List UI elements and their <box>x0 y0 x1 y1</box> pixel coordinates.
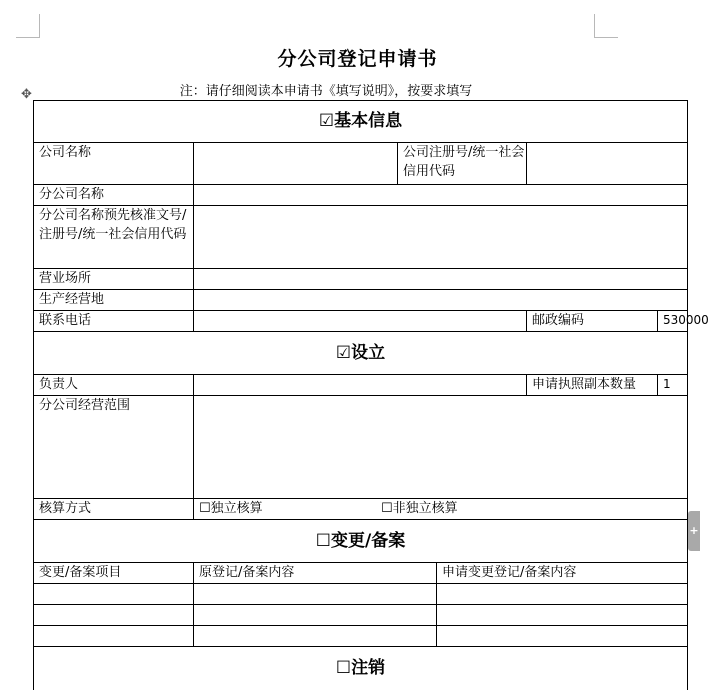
table-row <box>34 584 688 605</box>
responsible-field[interactable] <box>194 375 527 396</box>
change-new-cell[interactable] <box>437 605 688 626</box>
copies-field[interactable]: 1 <box>658 375 688 396</box>
branch-name-field[interactable] <box>194 185 688 206</box>
scope-field[interactable] <box>194 396 688 499</box>
copies-label: 申请执照副本数量 <box>527 375 658 396</box>
business-place-field[interactable] <box>194 269 688 290</box>
change-original-cell[interactable] <box>194 584 437 605</box>
table-row <box>34 605 688 626</box>
section-establish: ☑设立 <box>34 332 688 375</box>
crop-mark-right-h <box>594 37 618 38</box>
crop-mark-right-v <box>594 14 595 38</box>
change-col-new: 申请变更登记/备案内容 <box>437 563 688 584</box>
change-original-cell[interactable] <box>194 605 437 626</box>
section-cancel: ☐注销 <box>34 647 688 690</box>
form-table <box>33 100 709 690</box>
operation-place-field[interactable] <box>194 290 688 311</box>
document-note: 注：请仔细阅读本申请书《填写说明》，按要求填写 <box>179 84 473 99</box>
accounting-label: 核算方式 <box>34 499 194 520</box>
crop-mark-left-h <box>16 37 40 38</box>
preapproval-label: 分公司名称预先核准文号/注册号/统一社会信用代码 <box>34 206 194 269</box>
accounting-options <box>194 499 688 520</box>
change-new-cell[interactable] <box>437 626 688 647</box>
change-original-cell[interactable] <box>194 626 437 647</box>
section-basic-info: ☑基本信息 <box>34 101 688 143</box>
document-title: 分公司登记申请书 <box>277 48 438 70</box>
change-item-cell[interactable] <box>34 605 194 626</box>
plus-icon[interactable]: + <box>688 511 700 551</box>
company-name-label: 公司名称 <box>34 143 194 185</box>
postcode-field[interactable]: 530000 <box>658 311 688 332</box>
responsible-label: 负责人 <box>34 375 194 396</box>
accounting-independent-checkbox[interactable]: ☐独立核算 <box>199 501 263 516</box>
change-col-original: 原登记/备案内容 <box>194 563 437 584</box>
reg-no-label: 公司注册号/统一社会信用代码 <box>398 143 527 185</box>
operation-place-label: 生产经营地 <box>34 290 194 311</box>
business-place-label: 营业场所 <box>34 269 194 290</box>
section-change: ☐变更/备案 <box>34 520 688 563</box>
postcode-label: 邮政编码 <box>527 311 658 332</box>
preapproval-field[interactable] <box>194 206 688 269</box>
change-col-item: 变更/备案项目 <box>34 563 194 584</box>
accounting-non-independent-checkbox[interactable]: ☐非独立核算 <box>381 501 458 516</box>
move-icon[interactable]: ✥ <box>21 87 32 102</box>
phone-field[interactable] <box>194 311 527 332</box>
change-item-cell[interactable] <box>34 626 194 647</box>
branch-name-label: 分公司名称 <box>34 185 194 206</box>
change-new-cell[interactable] <box>437 584 688 605</box>
company-name-field[interactable] <box>194 143 398 185</box>
change-item-cell[interactable] <box>34 584 194 605</box>
application-form <box>33 100 709 700</box>
crop-mark-left-v <box>39 14 40 38</box>
scope-label: 分公司经营范围 <box>34 396 194 499</box>
reg-no-field[interactable] <box>527 143 688 185</box>
phone-label: 联系电话 <box>34 311 194 332</box>
table-row <box>34 626 688 647</box>
